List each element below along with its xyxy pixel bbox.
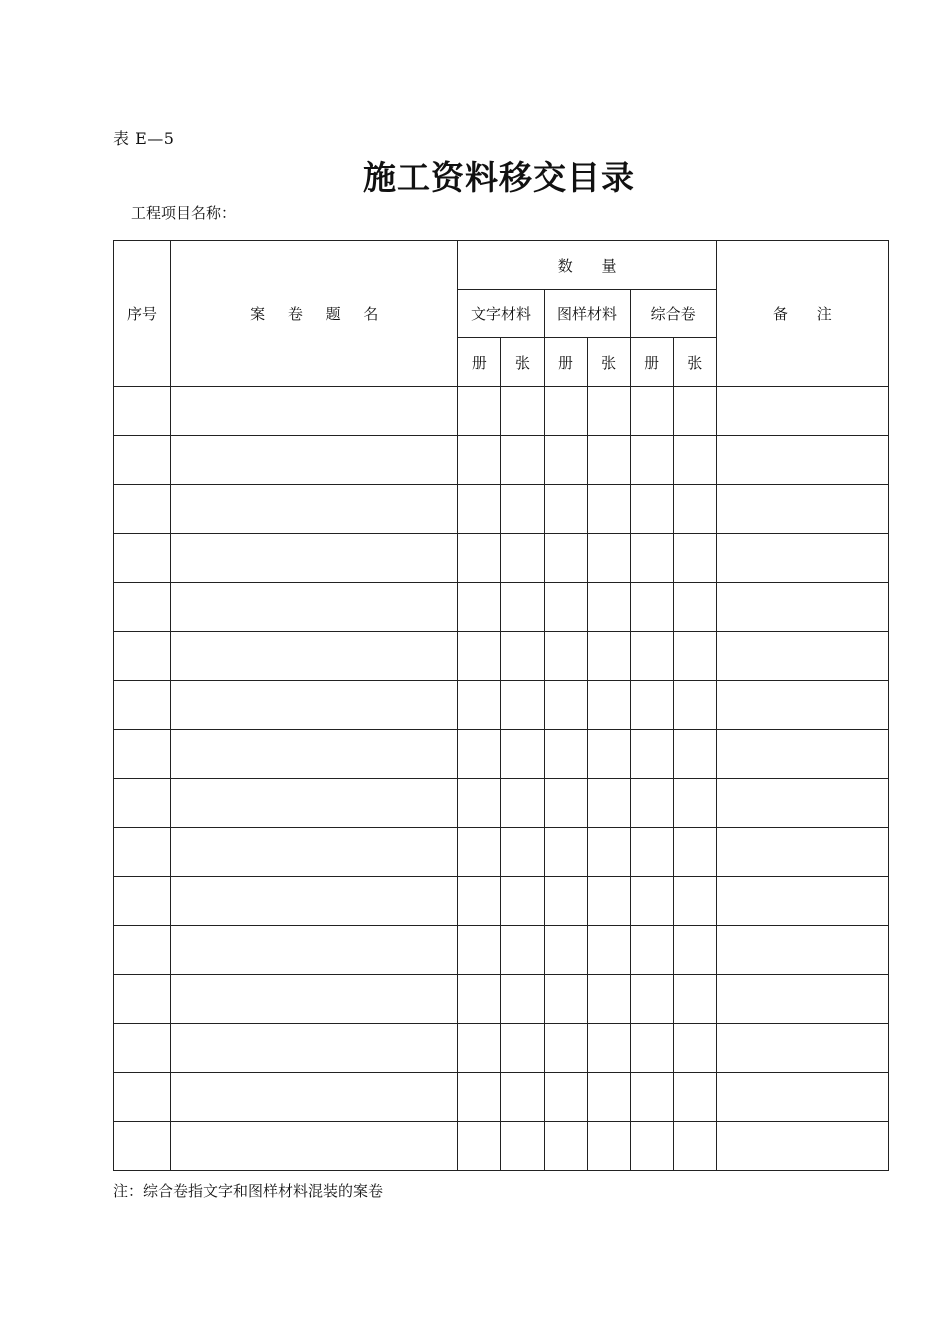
combined-sheets-cell[interactable] bbox=[673, 534, 716, 583]
header-remarks-text: 备 注 bbox=[772, 305, 844, 323]
text-sheets-cell[interactable] bbox=[501, 583, 544, 632]
drawing-volumes-cell[interactable] bbox=[544, 681, 587, 730]
index-cell[interactable] bbox=[114, 485, 171, 534]
combined-sheets-cell[interactable] bbox=[673, 485, 716, 534]
text-sheets-cell[interactable] bbox=[501, 1073, 544, 1122]
text-sheets-cell[interactable] bbox=[501, 436, 544, 485]
combined-volumes-cell[interactable] bbox=[630, 975, 673, 1024]
drawing-volumes-cell[interactable] bbox=[544, 779, 587, 828]
combined-volumes-cell[interactable] bbox=[630, 681, 673, 730]
combined-volumes-cell[interactable] bbox=[630, 1024, 673, 1073]
index-cell[interactable] bbox=[114, 730, 171, 779]
table-row bbox=[114, 828, 889, 877]
text-volumes-cell[interactable] bbox=[458, 534, 501, 583]
combined-sheets-cell[interactable] bbox=[673, 975, 716, 1024]
text-volumes-cell[interactable] bbox=[458, 975, 501, 1024]
header-drawing-sheets: 张 bbox=[587, 338, 630, 387]
drawing-volumes-cell[interactable] bbox=[544, 632, 587, 681]
table-row bbox=[114, 926, 889, 975]
table-row bbox=[114, 583, 889, 632]
drawing-sheets-cell[interactable] bbox=[587, 1073, 630, 1122]
drawing-sheets-cell[interactable] bbox=[587, 975, 630, 1024]
index-cell[interactable] bbox=[114, 1073, 171, 1122]
text-volumes-cell[interactable] bbox=[458, 1122, 501, 1171]
drawing-volumes-cell[interactable] bbox=[544, 436, 587, 485]
combined-sheets-cell[interactable] bbox=[673, 387, 716, 436]
remarks-cell[interactable] bbox=[716, 387, 888, 436]
drawing-volumes-cell[interactable] bbox=[544, 926, 587, 975]
remarks-cell[interactable] bbox=[716, 926, 888, 975]
index-cell[interactable] bbox=[114, 436, 171, 485]
table-row bbox=[114, 387, 889, 436]
text-sheets-cell[interactable] bbox=[501, 828, 544, 877]
combined-sheets-cell[interactable] bbox=[673, 632, 716, 681]
combined-volumes-cell[interactable] bbox=[630, 485, 673, 534]
combined-sheets-cell[interactable] bbox=[673, 583, 716, 632]
remarks-cell[interactable] bbox=[716, 1122, 888, 1171]
table-row bbox=[114, 1122, 889, 1171]
transfer-catalog-table bbox=[113, 240, 889, 1171]
combined-sheets-cell[interactable] bbox=[673, 1073, 716, 1122]
text-volumes-cell[interactable] bbox=[458, 681, 501, 730]
header-index: 序号 bbox=[114, 241, 171, 387]
text-sheets-cell[interactable] bbox=[501, 730, 544, 779]
combined-volumes-cell[interactable] bbox=[630, 877, 673, 926]
drawing-volumes-cell[interactable] bbox=[544, 534, 587, 583]
combined-volumes-cell[interactable] bbox=[630, 1073, 673, 1122]
drawing-sheets-cell[interactable] bbox=[587, 1024, 630, 1073]
drawing-sheets-cell[interactable] bbox=[587, 632, 630, 681]
table-row bbox=[114, 975, 889, 1024]
index-cell[interactable] bbox=[114, 387, 171, 436]
index-cell[interactable] bbox=[114, 1122, 171, 1171]
text-sheets-cell[interactable] bbox=[501, 387, 544, 436]
index-cell[interactable] bbox=[114, 926, 171, 975]
combined-volumes-cell[interactable] bbox=[630, 436, 673, 485]
combined-volumes-cell[interactable] bbox=[630, 730, 673, 779]
table-row bbox=[114, 485, 889, 534]
remarks-cell[interactable] bbox=[716, 583, 888, 632]
combined-volumes-cell[interactable] bbox=[630, 828, 673, 877]
title-cell[interactable] bbox=[171, 730, 458, 779]
drawing-volumes-cell[interactable] bbox=[544, 975, 587, 1024]
header-row-1 bbox=[114, 241, 889, 290]
combined-sheets-cell[interactable] bbox=[673, 730, 716, 779]
text-volumes-cell[interactable] bbox=[458, 779, 501, 828]
title-cell[interactable] bbox=[171, 632, 458, 681]
title-cell[interactable] bbox=[171, 387, 458, 436]
text-sheets-cell[interactable] bbox=[501, 534, 544, 583]
table-row bbox=[114, 681, 889, 730]
index-cell[interactable] bbox=[114, 877, 171, 926]
combined-volumes-cell[interactable] bbox=[630, 632, 673, 681]
table-row bbox=[114, 877, 889, 926]
table-row bbox=[114, 436, 889, 485]
title-cell[interactable] bbox=[171, 877, 458, 926]
index-cell[interactable] bbox=[114, 975, 171, 1024]
text-volumes-cell[interactable] bbox=[458, 387, 501, 436]
remarks-cell[interactable] bbox=[716, 975, 888, 1024]
combined-volumes-cell[interactable] bbox=[630, 926, 673, 975]
header-drawing-material: 图样材料 bbox=[544, 290, 630, 338]
text-volumes-cell[interactable] bbox=[458, 436, 501, 485]
header-combined-volumes: 册 bbox=[630, 338, 673, 387]
combined-sheets-cell[interactable] bbox=[673, 1024, 716, 1073]
header-quantity bbox=[458, 241, 716, 290]
text-sheets-cell[interactable] bbox=[501, 877, 544, 926]
text-sheets-cell[interactable] bbox=[501, 681, 544, 730]
drawing-sheets-cell[interactable] bbox=[587, 534, 630, 583]
header-text-volumes: 册 bbox=[458, 338, 501, 387]
drawing-volumes-cell[interactable] bbox=[544, 1024, 587, 1073]
remarks-cell[interactable] bbox=[716, 485, 888, 534]
header-quantity-text: 数 量 bbox=[557, 256, 629, 275]
combined-sheets-cell[interactable] bbox=[673, 436, 716, 485]
text-volumes-cell[interactable] bbox=[458, 877, 501, 926]
drawing-sheets-cell[interactable] bbox=[587, 583, 630, 632]
header-drawing-volumes: 册 bbox=[544, 338, 587, 387]
drawing-volumes-cell[interactable] bbox=[544, 387, 587, 436]
combined-volumes-cell[interactable] bbox=[630, 534, 673, 583]
header-volume-title-text: 案 卷 题 名 bbox=[250, 305, 388, 323]
title-cell[interactable] bbox=[171, 485, 458, 534]
combined-volumes-cell[interactable] bbox=[630, 1122, 673, 1171]
project-name-label: 工程项目名称： bbox=[131, 204, 237, 222]
drawing-volumes-cell[interactable] bbox=[544, 730, 587, 779]
header-text-sheets: 张 bbox=[501, 338, 544, 387]
remarks-cell[interactable] bbox=[716, 877, 888, 926]
title-cell[interactable] bbox=[171, 1073, 458, 1122]
remarks-cell[interactable] bbox=[716, 1073, 888, 1122]
remarks-cell[interactable] bbox=[716, 730, 888, 779]
header-combined-sheets: 张 bbox=[673, 338, 716, 387]
text-volumes-cell[interactable] bbox=[458, 926, 501, 975]
drawing-volumes-cell[interactable] bbox=[544, 877, 587, 926]
drawing-volumes-cell[interactable] bbox=[544, 1073, 587, 1122]
remarks-cell[interactable] bbox=[716, 681, 888, 730]
combined-sheets-cell[interactable] bbox=[673, 779, 716, 828]
title-cell[interactable] bbox=[171, 828, 458, 877]
index-cell[interactable] bbox=[114, 632, 171, 681]
title-cell[interactable] bbox=[171, 534, 458, 583]
title-cell[interactable] bbox=[171, 1024, 458, 1073]
text-volumes-cell[interactable] bbox=[458, 1024, 501, 1073]
index-cell[interactable] bbox=[114, 583, 171, 632]
index-cell[interactable] bbox=[114, 779, 171, 828]
combined-sheets-cell[interactable] bbox=[673, 828, 716, 877]
drawing-sheets-cell[interactable] bbox=[587, 485, 630, 534]
text-volumes-cell[interactable] bbox=[458, 632, 501, 681]
title-cell[interactable] bbox=[171, 436, 458, 485]
title-cell[interactable] bbox=[171, 1122, 458, 1171]
combined-sheets-cell[interactable] bbox=[673, 681, 716, 730]
drawing-sheets-cell[interactable] bbox=[587, 877, 630, 926]
drawing-sheets-cell[interactable] bbox=[587, 828, 630, 877]
drawing-sheets-cell[interactable] bbox=[587, 681, 630, 730]
title-cell[interactable] bbox=[171, 779, 458, 828]
drawing-sheets-cell[interactable] bbox=[587, 926, 630, 975]
text-sheets-cell[interactable] bbox=[501, 1122, 544, 1171]
combined-volumes-cell[interactable] bbox=[630, 583, 673, 632]
index-cell[interactable] bbox=[114, 828, 171, 877]
table-row bbox=[114, 779, 889, 828]
text-volumes-cell[interactable] bbox=[458, 485, 501, 534]
text-sheets-cell[interactable] bbox=[501, 975, 544, 1024]
form-code: 表 E—5 bbox=[113, 129, 175, 148]
drawing-volumes-cell[interactable] bbox=[544, 583, 587, 632]
text-sheets-cell[interactable] bbox=[501, 926, 544, 975]
title-cell[interactable] bbox=[171, 975, 458, 1024]
footnote: 注：综合卷指文字和图样材料混装的案卷 bbox=[113, 1182, 384, 1200]
title-cell[interactable] bbox=[171, 681, 458, 730]
combined-sheets-cell[interactable] bbox=[673, 926, 716, 975]
index-cell[interactable] bbox=[114, 534, 171, 583]
table-row bbox=[114, 534, 889, 583]
header-volume-title bbox=[171, 241, 458, 387]
title-cell[interactable] bbox=[171, 926, 458, 975]
table-row bbox=[114, 730, 889, 779]
drawing-sheets-cell[interactable] bbox=[587, 1122, 630, 1171]
remarks-cell[interactable] bbox=[716, 632, 888, 681]
remarks-cell[interactable] bbox=[716, 1024, 888, 1073]
table-row bbox=[114, 632, 889, 681]
combined-sheets-cell[interactable] bbox=[673, 877, 716, 926]
text-volumes-cell[interactable] bbox=[458, 730, 501, 779]
remarks-cell[interactable] bbox=[716, 534, 888, 583]
drawing-volumes-cell[interactable] bbox=[544, 485, 587, 534]
text-volumes-cell[interactable] bbox=[458, 1073, 501, 1122]
remarks-cell[interactable] bbox=[716, 436, 888, 485]
text-volumes-cell[interactable] bbox=[458, 828, 501, 877]
header-remarks bbox=[716, 241, 888, 387]
drawing-sheets-cell[interactable] bbox=[587, 387, 630, 436]
text-volumes-cell[interactable] bbox=[458, 583, 501, 632]
drawing-volumes-cell[interactable] bbox=[544, 1122, 587, 1171]
combined-volumes-cell[interactable] bbox=[630, 387, 673, 436]
table-row bbox=[114, 1073, 889, 1122]
document-title: 施工资料移交目录 bbox=[363, 158, 635, 197]
drawing-sheets-cell[interactable] bbox=[587, 779, 630, 828]
title-cell[interactable] bbox=[171, 583, 458, 632]
drawing-volumes-cell[interactable] bbox=[544, 828, 587, 877]
remarks-cell[interactable] bbox=[716, 779, 888, 828]
header-text-material: 文字材料 bbox=[458, 290, 544, 338]
table-row bbox=[114, 1024, 889, 1073]
drawing-sheets-cell[interactable] bbox=[587, 730, 630, 779]
header-combined-volume: 综合卷 bbox=[630, 290, 716, 338]
text-sheets-cell[interactable] bbox=[501, 779, 544, 828]
drawing-sheets-cell[interactable] bbox=[587, 436, 630, 485]
text-sheets-cell[interactable] bbox=[501, 485, 544, 534]
text-sheets-cell[interactable] bbox=[501, 632, 544, 681]
text-sheets-cell[interactable] bbox=[501, 1024, 544, 1073]
combined-volumes-cell[interactable] bbox=[630, 779, 673, 828]
index-cell[interactable] bbox=[114, 1024, 171, 1073]
combined-sheets-cell[interactable] bbox=[673, 1122, 716, 1171]
remarks-cell[interactable] bbox=[716, 828, 888, 877]
index-cell[interactable] bbox=[114, 681, 171, 730]
